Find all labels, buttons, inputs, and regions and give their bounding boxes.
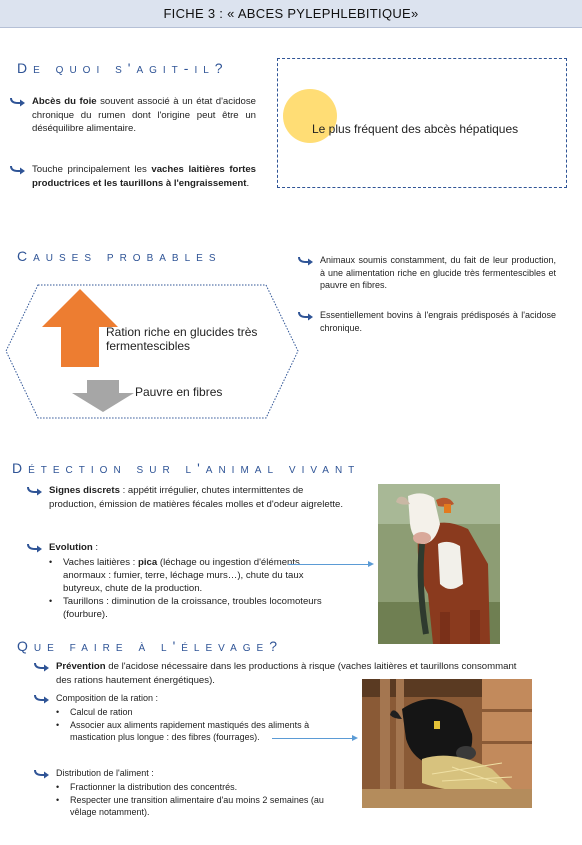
fractionation-text: Fractionner la distribution des concentrés. (70, 782, 238, 792)
list-item: • Calcul de ration (56, 707, 133, 717)
distribution-title: Distribution de l'aliment : (56, 768, 154, 778)
callout-arrow (288, 564, 372, 565)
list-item: • Fractionner la distribution des concentrés. (56, 782, 238, 792)
page-title: FICHE 3 : « ABCES PYLEPHLEBITIQUE» (163, 6, 419, 21)
cow-photo (378, 484, 500, 644)
cause-low-fiber: Pauvre en fibres (135, 385, 223, 399)
what-bullet-1 (10, 95, 256, 136)
bulls-text: Taurillons : diminution de la croissance, troubles locomoteurs (fourbure). (63, 596, 322, 620)
what-bullet-2-pre: Touche principalement les (32, 164, 152, 175)
target-animals: vaches laitières fortes productrices et les taurillons à l'engraissement (32, 164, 256, 189)
curved-arrow-icon (10, 97, 26, 107)
list-item: • Associer aux aliments rapidement mastiqués des aliments à mastication plus longue : des fibres (fourrages). (56, 719, 310, 742)
what-bullet-2-end: . (246, 177, 250, 189)
evolution-colon: : (92, 542, 99, 553)
causes-bullet-2-text: Essentiellement bovins à l'engrais prédisposés à l'acidose chronique. (320, 310, 556, 333)
callout-arrow (272, 738, 356, 739)
dairy-cows-label: Vaches laitières : (63, 557, 139, 568)
curved-arrow-icon (34, 694, 50, 704)
distribution-bullet (34, 767, 334, 781)
what-bullet-2 (10, 163, 256, 190)
evolution-label: Evolution (49, 542, 93, 553)
section-heading-detection: Détection sur l'animal vivant (12, 460, 361, 476)
list-item: • Respecter une transition alimentaire d'au moins 2 semaines (au vêlage notamment). (56, 794, 326, 819)
what-bullet-1-text: souvent associé à un état d'acidose chronique du rumen dont l'origine peut être un déséquilibre alimentaire. (32, 96, 256, 134)
section-heading-causes: Causes probables (17, 248, 222, 264)
list-item: • Taurillons : diminution de la croissance, troubles locomoteurs (fourbure). (49, 595, 345, 621)
curved-arrow-icon (34, 662, 50, 672)
list-item: • Vaches laitières : pica (léchage ou ingestion d'éléments anormaux : fumier, terre, léchage murs…), chute du taux butyreux, chute de la production. (49, 557, 304, 594)
evolution-list (49, 556, 345, 621)
highlight-box (277, 58, 567, 188)
down-arrow-icon (72, 380, 134, 412)
composition-bullet (34, 692, 334, 706)
signs-label: Signes discrets (49, 485, 120, 496)
curved-arrow-icon (34, 769, 50, 779)
curved-arrow-icon (27, 543, 43, 553)
liver-abscess-term: Abcès du foie (32, 96, 97, 107)
ration-calc-text: Calcul de ration (70, 707, 133, 717)
distribution-list (56, 781, 326, 819)
transition-text: Respecter une transition alimentaire d'au moins 2 semaines (au vêlage notamment). (70, 794, 324, 817)
curved-arrow-icon (10, 165, 26, 175)
signs-text: : appétit irrégulier, chutes intermittentes de production, émission de matières fécales molles et d'odeur aigrelette. (49, 485, 344, 510)
dairy-cows-text: (léchage ou ingestion d'éléments anormaux : fumier, terre, léchage murs…), chute du taux butyreux, chute de la production. (63, 557, 304, 594)
highlight-text: Le plus fréquent des abcès hépatiques (312, 122, 519, 136)
causes-bullet-1-text: Animaux soumis constamment, du fait de leur production, à une alimentation riche en glucide très fermentescibles et pauvre en fibres. (320, 255, 556, 290)
signs-bullet (27, 484, 345, 511)
section-heading-what: De quoi s'agit-il? (17, 60, 229, 76)
evolution-bullet (27, 541, 345, 555)
curved-arrow-icon (298, 311, 314, 321)
curved-arrow-icon (27, 486, 43, 496)
prevention-text: de l'acidose nécessaire dans les productions à risque (vaches laitières et taurillons consommant des rations hautement énergétiques). (56, 661, 517, 686)
causes-bullet-1 (298, 254, 556, 292)
fiber-advice-text: Associer aux aliments rapidement mastiqués des aliments à mastication plus longue : des fibres (fourrages). (70, 719, 310, 742)
composition-title: Composition de la ration : (56, 693, 159, 703)
prevention-label: Prévention (56, 661, 106, 672)
cause-high-carb: Ration riche en glucides très fermentescibles (106, 325, 258, 353)
header-bar (0, 0, 582, 28)
causes-bullet-2 (298, 309, 556, 334)
section-heading-action: Que faire à l'élevage? (17, 638, 283, 654)
pica-term: pica (138, 557, 158, 568)
curved-arrow-icon (298, 256, 314, 266)
feeding-cow-photo (362, 679, 532, 808)
